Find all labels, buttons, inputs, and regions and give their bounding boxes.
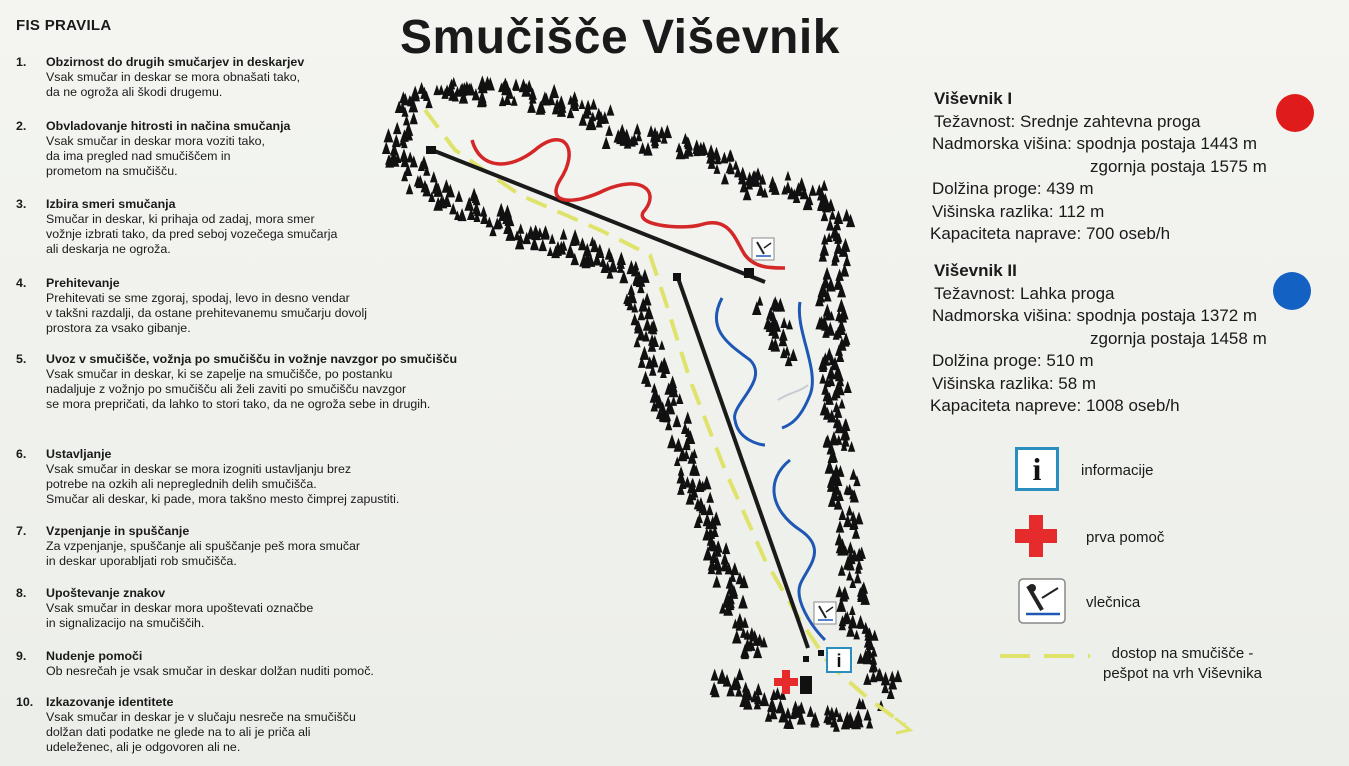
tree-icon bbox=[706, 504, 714, 515]
tree-icon bbox=[579, 99, 586, 109]
tree-icon bbox=[849, 605, 856, 615]
tree-icon bbox=[606, 104, 614, 116]
rule-heading: Uvoz v smučišče, vožnja po smučišču in vožnje navzgor po smučišču bbox=[46, 352, 458, 366]
page-title: Smučišče Viševnik bbox=[400, 11, 840, 64]
tree-icon bbox=[894, 670, 903, 683]
rule-text: Vsak smučar in deskar se mora obnašati tako, da ne ogroža ali škodi drugemu. bbox=[46, 70, 301, 99]
tree-icon bbox=[663, 125, 672, 139]
lift-station-marker bbox=[803, 656, 809, 662]
lift-length: Dolžina proge: 439 m bbox=[932, 179, 1094, 198]
rule-number: 4. bbox=[16, 276, 27, 290]
tree-icon bbox=[602, 136, 611, 149]
tree-icon bbox=[789, 348, 798, 361]
rule-number: 9. bbox=[16, 649, 27, 663]
tree-icon bbox=[721, 173, 729, 185]
lift-icon-map-2 bbox=[814, 602, 836, 624]
tree-icon bbox=[410, 87, 420, 101]
tree-icon bbox=[838, 398, 845, 408]
rule-heading: Izbira smeri smučanja bbox=[46, 197, 176, 211]
tree-icon bbox=[517, 223, 524, 233]
lift-difficulty: Težavnost: Srednje zahtevna proga bbox=[934, 111, 1201, 131]
tree-icon bbox=[684, 411, 692, 423]
tree-icon bbox=[809, 184, 817, 195]
legend-info-label: informacije bbox=[1081, 462, 1154, 479]
tree-icon bbox=[732, 630, 742, 644]
tree-icon bbox=[823, 267, 832, 280]
tree-icon bbox=[863, 673, 871, 685]
legend-access-label bbox=[1103, 644, 1262, 684]
lift-altitude: Nadmorska višina: spodnja postaja 1372 m bbox=[932, 306, 1258, 325]
rule-heading: Ustavljanje bbox=[46, 447, 112, 461]
tree-icon bbox=[560, 228, 568, 239]
tree-icon bbox=[633, 123, 641, 134]
rule-text: Za vzpenjanje, spuščanje ali spuščanje peš mora smučar in deskar uporabljati rob smučišča. bbox=[46, 539, 361, 568]
info-icon bbox=[1015, 447, 1059, 491]
tree-icon bbox=[785, 171, 792, 181]
rule-text: Smučar in deskar, ki prihaja od zadaj, mora smer vožnje izbrati tako, da pred seboj vozečega smučarja ali deskarja ne ogroža. bbox=[46, 212, 338, 256]
rule-heading: Obzirnost do drugih smučarjev in deskarjev bbox=[46, 55, 305, 69]
legend-access-line2: pešpot na vrh Viševnika bbox=[1103, 665, 1262, 682]
tree-icon bbox=[722, 542, 730, 554]
lift-altitude: Nadmorska višina: spodnja postaja 1443 m bbox=[932, 134, 1258, 153]
tree-icon bbox=[727, 149, 735, 161]
rule-text: Vsak smučar in deskar, ki se zapelje na smučišče, po postanku nadaljuje z vožnjo po smučišču ali želi zaviti po smučišču navzgor se mora prepričati, da lahko to stori tako, da ne ogroža sebe in drugih. bbox=[46, 367, 431, 411]
first-aid-icon bbox=[1015, 515, 1057, 557]
rule-heading: Obvladovanje hitrosti in načina smučanja bbox=[46, 119, 291, 133]
lift-station-marker bbox=[818, 650, 824, 656]
tree-icon bbox=[605, 125, 613, 136]
tree-icon bbox=[392, 134, 401, 147]
lift-name: Viševnik I bbox=[934, 89, 1013, 108]
tree-icon bbox=[496, 203, 506, 217]
rule-number: 2. bbox=[16, 119, 27, 133]
tree-icon bbox=[853, 630, 860, 640]
forest bbox=[382, 75, 902, 731]
rule-number: 5. bbox=[16, 352, 27, 366]
tree-icon bbox=[673, 414, 682, 427]
tree-icon bbox=[665, 396, 672, 407]
tree-icon bbox=[382, 141, 391, 154]
tree-icon bbox=[585, 100, 592, 110]
legend-lift-label: vlečnica bbox=[1086, 594, 1141, 611]
tree-icon bbox=[846, 541, 854, 553]
info-icon-glyph: i bbox=[1032, 451, 1042, 487]
tree-icon bbox=[406, 183, 414, 194]
lift-station-bottom-1 bbox=[744, 268, 754, 278]
lift-station-bottom-2 bbox=[800, 676, 812, 694]
rule-text: Prehitevati se sme zgoraj, spodaj, levo in desno vendar v takšni razdalji, da ostane prehitevanemu smučarju dovolj prostora za vsako gibanje. bbox=[46, 291, 367, 335]
tree-icon bbox=[712, 575, 721, 588]
svg-text:i: i bbox=[836, 651, 842, 671]
tree-icon bbox=[549, 234, 556, 244]
tree-icon bbox=[738, 594, 748, 608]
lift-difficulty: Težavnost: Lahka proga bbox=[934, 283, 1115, 303]
tree-icon bbox=[844, 381, 852, 393]
tree-icon bbox=[836, 520, 845, 533]
tree-icon bbox=[640, 346, 650, 360]
tree-icon bbox=[541, 225, 550, 237]
tree-icon bbox=[846, 505, 853, 515]
tree-icon bbox=[410, 112, 417, 123]
info-icon-map bbox=[827, 648, 851, 672]
rule-text: Vsak smučar in deskar se mora izogniti ustavljanju brez potrebe na ozkih ali nepreglednih delih smučišča. Smučar ali deskar, ki pade, mora takšno mesto čimprej zapustiti. bbox=[46, 462, 400, 506]
rule-heading: Nudenje pomoči bbox=[46, 649, 143, 663]
lift-capacity: Kapaciteta naprave: 700 oseb/h bbox=[930, 224, 1171, 243]
lift-capacity: Kapaciteta napreve: 1008 oseb/h bbox=[930, 396, 1180, 415]
lift-name: Viševnik II bbox=[934, 261, 1017, 280]
rule-text: Ob nesrečah je vsak smučar in deskar dolžan nuditi pomoč. bbox=[46, 664, 374, 678]
lift-altitude-top: zgornja postaja 1458 m bbox=[1090, 328, 1267, 348]
path-arrow-icon bbox=[895, 718, 910, 733]
tree-icon bbox=[841, 418, 849, 430]
rule-text: Vsak smučar in deskar je v slučaju nesreče na smučišču dolžan dati podatke ne glede na to ali je priča ali udeleženec, ali je odgovoren ali ne. bbox=[46, 710, 356, 754]
tree-icon bbox=[711, 669, 719, 681]
rule-number: 6. bbox=[16, 447, 27, 461]
tree-icon bbox=[839, 509, 847, 520]
rule-number: 10. bbox=[16, 695, 34, 709]
tree-icon bbox=[833, 707, 840, 717]
lift-icon bbox=[1018, 578, 1066, 624]
tree-icon bbox=[807, 705, 815, 716]
lift-length: Dolžina proge: 510 m bbox=[932, 351, 1094, 370]
tree-icon bbox=[780, 317, 788, 328]
tree-icon bbox=[756, 296, 763, 306]
rule-heading: Upoštevanje znakov bbox=[46, 586, 166, 600]
tree-icon bbox=[667, 434, 677, 448]
rule-text: Vsak smučar in deskar mora voziti tako, da ima pregled nad smučiščem in prometom na smučišču. bbox=[46, 134, 265, 178]
tree-icon bbox=[677, 470, 686, 483]
tree-icon bbox=[819, 373, 826, 383]
lift-info-2 bbox=[930, 260, 1267, 418]
tree-icon bbox=[730, 562, 739, 575]
lift-info-1 bbox=[930, 88, 1267, 246]
rule-number: 1. bbox=[16, 55, 27, 69]
tree-icon bbox=[455, 190, 463, 202]
blue-piste-1 bbox=[716, 298, 765, 445]
blue-difficulty-dot bbox=[1273, 272, 1311, 310]
rule-number: 3. bbox=[16, 197, 27, 211]
lift-height-diff: Višinska razlika: 112 m bbox=[932, 201, 1105, 221]
tree-icon bbox=[706, 492, 714, 503]
rules-title: FIS PRAVILA bbox=[16, 17, 112, 34]
tree-icon bbox=[539, 239, 547, 251]
rule-text: Vsak smučar in deskar mora upoštevati označbe in signalizacijo na smučiščih. bbox=[46, 601, 314, 630]
red-difficulty-dot bbox=[1276, 94, 1314, 132]
lift-icon-map-1 bbox=[752, 238, 774, 260]
tree-icon bbox=[786, 319, 793, 329]
tree-icon bbox=[406, 152, 414, 163]
tree-icon bbox=[659, 340, 666, 350]
tree-icon bbox=[823, 304, 832, 317]
tree-icon bbox=[438, 84, 445, 94]
legend-access-line1: dostop na smučišče - bbox=[1111, 645, 1254, 662]
tree-icon bbox=[676, 142, 683, 152]
blue-piste-mark bbox=[778, 385, 808, 400]
rule-number: 8. bbox=[16, 586, 27, 600]
tree-icon bbox=[720, 152, 728, 164]
tree-icon bbox=[384, 128, 394, 142]
tree-icon bbox=[393, 122, 401, 134]
tree-icon bbox=[864, 709, 872, 721]
lift-altitude-top: zgornja postaja 1575 m bbox=[1090, 156, 1267, 176]
rule-heading: Vzpenjanje in spuščanje bbox=[46, 524, 190, 538]
rule-heading: Izkazovanje identitete bbox=[46, 695, 174, 709]
rule-number: 7. bbox=[16, 524, 27, 538]
lift-height-diff: Višinska razlika: 58 m bbox=[932, 373, 1097, 393]
tree-icon bbox=[792, 700, 799, 710]
tree-icon bbox=[846, 570, 853, 580]
tree-icon bbox=[706, 144, 715, 157]
tree-icon bbox=[651, 383, 658, 393]
lift-station-top-2 bbox=[673, 273, 681, 281]
legend-first-aid-label: prva pomoč bbox=[1086, 529, 1165, 546]
lift-station-top-1 bbox=[426, 146, 436, 154]
legend-footpath-icon bbox=[1000, 651, 1090, 661]
rule-heading: Prehitevanje bbox=[46, 276, 120, 290]
